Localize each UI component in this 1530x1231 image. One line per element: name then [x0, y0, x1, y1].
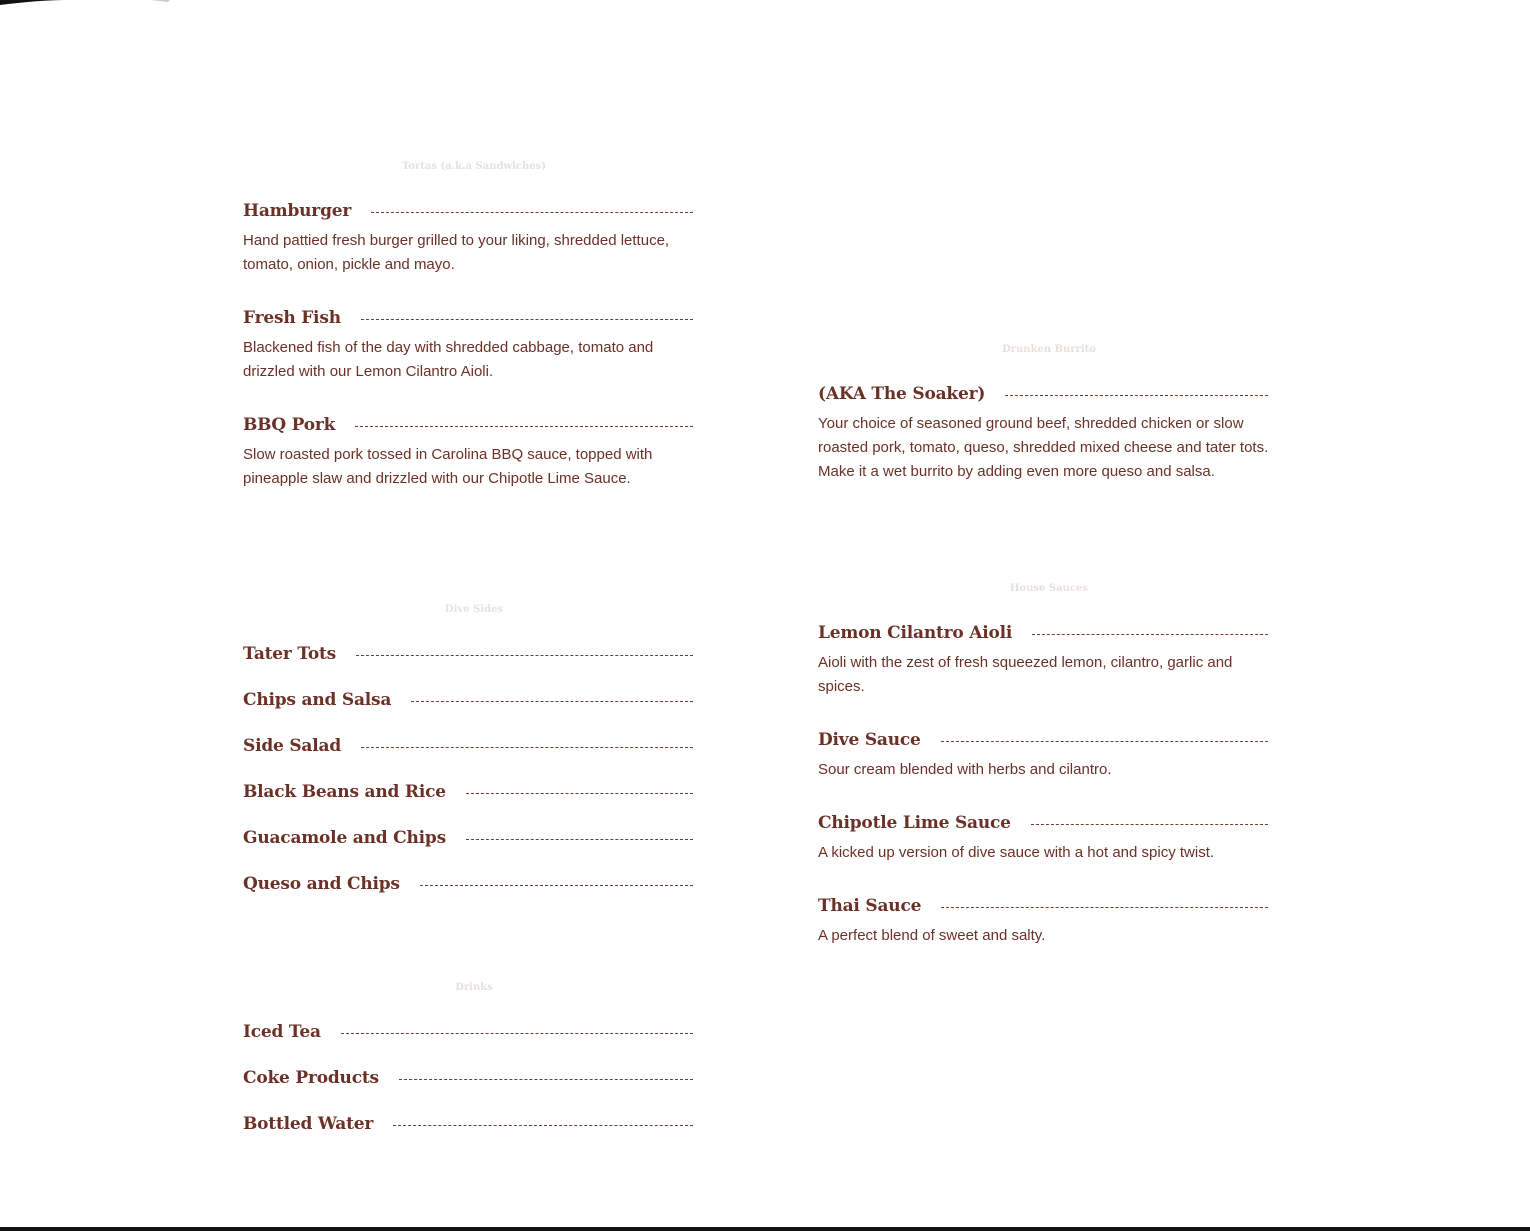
section-title-sides: Dive Sides: [444, 604, 504, 615]
drinks-items: [243, 1019, 693, 1157]
section-sides: [243, 603, 693, 917]
item-name: Fresh Fish: [243, 308, 341, 328]
item-name: Black Beans and Rice: [243, 782, 446, 802]
item-name: Tater Tots: [243, 644, 337, 664]
menu-item-thai-sauce: [818, 893, 1268, 948]
item-name: Bottled Water: [243, 1114, 374, 1134]
section-title-sauces: House Sauces: [1010, 583, 1088, 594]
item-name: BBQ Pork: [243, 415, 336, 435]
item-name: Coke Products: [243, 1068, 379, 1088]
menu-item-bbq-pork: [243, 412, 693, 491]
item-name: Lemon Cilantro Aioli: [818, 623, 1013, 643]
item-name: Chips and Salsa: [243, 690, 392, 710]
dotted-leader: [361, 747, 693, 748]
dotted-leader: [399, 1079, 693, 1080]
item-name: Iced Tea: [243, 1022, 321, 1042]
item-description: Aioli with the zest of fresh squeezed lemon, cilantro, garlic and spices.: [818, 654, 1233, 695]
section-burrito: [818, 343, 1268, 512]
menu-item-tater-tots: [243, 641, 693, 687]
item-name: Guacamole and Chips: [243, 828, 446, 848]
dotted-leader: [411, 701, 693, 702]
item-name: (AKA The Soaker): [818, 384, 986, 404]
section-title-burrito: Drunken Burrito: [1002, 344, 1096, 355]
dotted-leader: [341, 1033, 693, 1034]
menu-item-queso-chips: [243, 871, 693, 917]
menu-item-bottled-water: [243, 1111, 693, 1157]
item-description: Hand pattied fresh burger grilled to your liking, shredded lettuce, tomato, onion, pickle and mayo.: [243, 232, 670, 273]
item-description: Sour cream blended with herbs and cilantro.: [818, 761, 1112, 778]
item-name: Side Salad: [243, 736, 342, 756]
menu-item-fresh-fish: [243, 305, 693, 384]
item-description: Blackened fish of the day with shredded cabbage, tomato and drizzled with our Lemon Cilantro Aioli.: [243, 339, 654, 380]
section-sauces: [818, 582, 1268, 976]
section-title-tortas: Tortas (a.k.a Sandwiches): [402, 161, 546, 172]
item-name: Hamburger: [243, 201, 352, 221]
sauces-items: [818, 620, 1268, 948]
dotted-leader: [371, 212, 693, 213]
dotted-leader: [361, 319, 693, 320]
item-description: A kicked up version of dive sauce with a hot and spicy twist.: [818, 844, 1215, 861]
menu-item-side-salad: [243, 733, 693, 779]
item-name: Thai Sauce: [818, 896, 922, 916]
dotted-leader: [466, 839, 693, 840]
item-name: Chipotle Lime Sauce: [818, 813, 1011, 833]
burrito-items: [818, 381, 1268, 484]
menu-item-coke-products: [243, 1065, 693, 1111]
corner-swoosh-decoration: [0, 0, 200, 12]
item-name: Dive Sauce: [818, 730, 921, 750]
tortas-items: [243, 198, 693, 491]
item-name: Queso and Chips: [243, 874, 400, 894]
dotted-leader: [356, 655, 693, 656]
menu-item-soaker: [818, 381, 1268, 484]
dotted-leader: [420, 885, 693, 886]
sides-items: [243, 641, 693, 917]
menu-item-dive-sauce: [818, 727, 1268, 782]
menu-item-guacamole-chips: [243, 825, 693, 871]
dotted-leader: [466, 793, 693, 794]
menu-item-hamburger: [243, 198, 693, 277]
item-description: Your choice of seasoned ground beef, shredded chicken or slow roasted pork, tomato, queso, shredded mixed cheese and tater tots. Make it a wet burrito by adding even more queso and salsa.: [818, 415, 1269, 480]
dotted-leader: [1005, 395, 1268, 396]
menu-item-chips-salsa: [243, 687, 693, 733]
menu-item-lemon-cilantro-aioli: [818, 620, 1268, 699]
menu-item-iced-tea: [243, 1019, 693, 1065]
dotted-leader: [393, 1125, 693, 1126]
dotted-leader: [941, 907, 1268, 908]
dotted-leader: [1031, 824, 1268, 825]
dotted-leader: [941, 741, 1268, 742]
item-description: A perfect blend of sweet and salty.: [818, 927, 1046, 944]
menu-item-beans-rice: [243, 779, 693, 825]
section-drinks: [243, 981, 693, 1157]
bottom-border: [0, 1227, 1530, 1231]
dotted-leader: [1032, 634, 1268, 635]
item-description: Slow roasted pork tossed in Carolina BBQ sauce, topped with pineapple slaw and drizzled with our Chipotle Lime Sauce.: [243, 446, 653, 487]
section-title-drinks: Drinks: [455, 982, 493, 993]
dotted-leader: [355, 426, 693, 427]
section-tortas: [243, 160, 693, 519]
menu-item-chipotle-lime-sauce: [818, 810, 1268, 865]
